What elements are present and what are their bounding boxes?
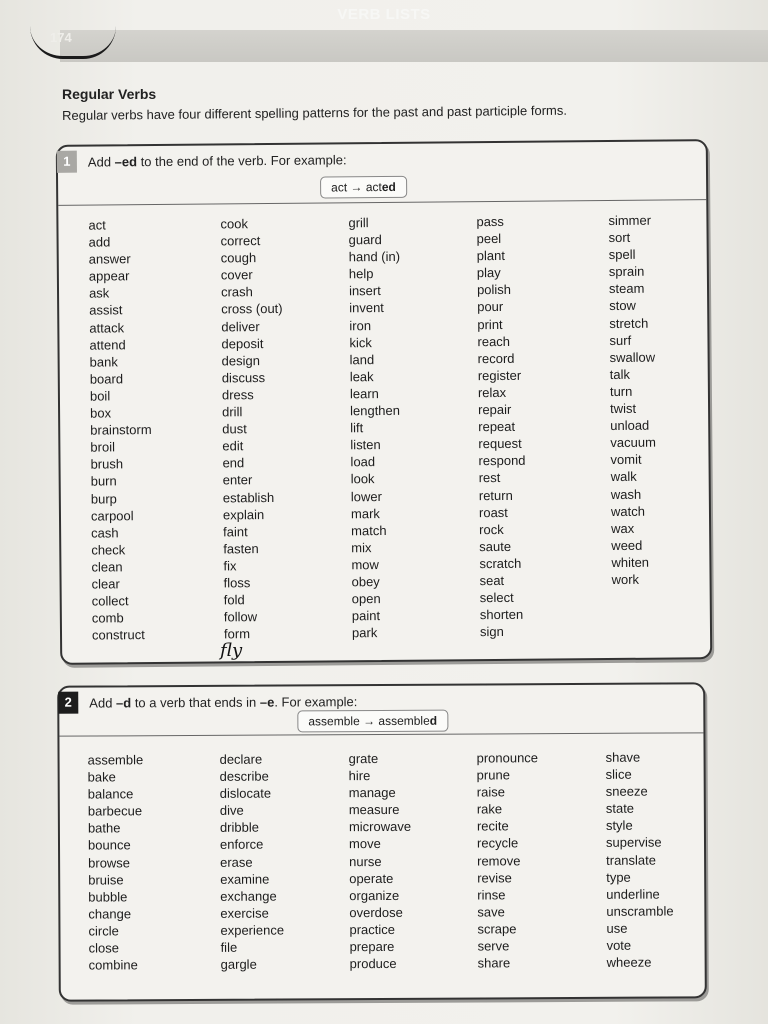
verb-item: bake [87,769,116,785]
verb-item: organize [349,887,400,903]
verb-item: state [605,800,635,817]
verb-item: file [220,939,238,955]
verb-item: balance [87,786,134,802]
rule-box-2-header [59,684,703,736]
verb-item: carpool [90,507,134,524]
verb-item: scratch [479,555,522,572]
verb-item: check [91,542,126,558]
verb-item: examine [220,871,270,887]
verb-item: saute [479,538,512,554]
verb-item: sneeze [605,783,648,800]
verb-item: enter [222,472,253,488]
rule-box-2 [57,682,707,1001]
verb-item: watch [610,503,645,519]
verb-item: operate [349,870,394,886]
verb-item: act [88,217,106,233]
verb-item: construct [91,627,145,643]
verb-item: combine [88,957,138,973]
verb-item: sprain [608,264,645,280]
verb-item: microwave [348,819,412,835]
verb-item: broil [90,439,116,455]
verb-item: rinse [477,887,506,903]
header-band [60,30,768,62]
verb-item: lift [350,420,364,436]
verb-item: steam [608,281,645,297]
verb-item: stretch [609,315,649,331]
verb-item: revise [477,869,512,886]
verb-item: appear [88,268,130,284]
verb-item: register [477,367,522,384]
verb-item: obey [351,574,380,590]
verb-item: correct [220,233,261,249]
verb-item: stow [609,298,636,314]
rule-instruction: Add –d to a verb that ends in –e. For example: [89,694,358,711]
verb-column [608,212,657,588]
verb-item: deposit [221,335,264,352]
verb-item: rake [476,801,503,817]
verb-item: park [351,625,378,641]
verb-item: pronounce [476,750,539,766]
verb-item: dust [222,421,247,437]
rule-instruction: Add –ed to the end of the verb. For example: [87,152,347,170]
verb-item: return [478,487,513,503]
verb-item: bathe [87,820,121,836]
verb-item: wheeze [606,954,652,970]
verb-item: bank [89,354,118,370]
verb-item: end [222,455,245,471]
verb-column [349,750,412,973]
verb-item: experience [220,922,285,938]
verb-item: ask [88,285,110,301]
section-description: Regular verbs have four different spelling patterns for the past and past participle forms. [62,102,568,123]
verb-item: vote [606,937,632,953]
verb-item: request [478,436,522,452]
verb-item: describe [219,768,269,784]
verb-item: enforce [219,837,264,853]
verb-item: dislocate [219,785,272,802]
verb-item: close [88,940,119,956]
verb-item: collect [91,593,129,609]
verb-item: repeat [478,418,516,435]
verb-item: whiten [611,554,650,570]
rule-number-badge: 1 [57,151,77,173]
verb-item: board [89,371,124,387]
verb-item: recite [476,818,509,834]
verb-item: form [223,626,251,642]
verb-item: record [477,350,515,366]
verb-item: save [477,904,505,920]
verb-item: style [605,818,633,834]
verb-item: sign [479,624,504,640]
verb-item: underline [606,886,660,902]
verb-item: practice [349,921,396,938]
verb-item: invent [349,300,384,316]
verb-item: gargle [220,956,257,972]
verb-item: pass [476,213,504,230]
verb-item: drill [222,404,243,420]
verb-item: attack [89,319,125,336]
verb-item: supervise [605,835,662,851]
verb-item: brainstorm [90,422,152,438]
verb-item: grate [348,751,379,767]
verb-item: walk [610,469,637,485]
verb-item: open [351,591,381,607]
verb-item: hire [348,768,371,784]
verb-item: weed [611,537,643,553]
verb-item: deliver [221,318,260,334]
verb-item: explain [222,506,265,523]
verb-item: repair [478,401,512,418]
verb-column [88,751,145,974]
verb-item: dress [221,387,254,403]
verb-item: erase [220,854,253,870]
verb-item: assemble [87,752,144,768]
verb-column [88,216,153,644]
section-title: Regular Verbs [62,86,157,102]
verb-item: seat [479,572,505,589]
verb-column [220,751,285,974]
verb-item: twist [610,400,637,417]
verb-column [476,213,527,641]
verb-item: land [349,351,375,368]
verb-item: cash [91,525,119,541]
verb-item: rest [478,470,501,486]
example-pill: assemble → assembled [297,710,448,733]
verb-item: peel [476,231,502,247]
verb-item: cough [220,250,257,266]
verb-item: surf [609,332,632,348]
verb-columns [87,748,694,973]
verb-column [477,749,540,972]
verb-item: box [90,405,112,421]
verb-item: cross (out) [221,301,283,317]
verb-item: iron [349,317,372,333]
verb-item: translate [606,852,657,868]
verb-item: talk [609,366,631,382]
verb-column [220,215,285,643]
verb-item: respond [478,453,526,469]
verb-item: move [348,836,381,852]
verb-item: browse [88,854,131,871]
page-header-title: VERB LISTS [337,6,431,23]
verb-item: nurse [349,853,382,869]
verb-item: share [477,955,511,971]
verb-columns [86,211,696,643]
verb-item: unscramble [606,903,674,919]
verb-item: type [606,869,631,885]
verb-item: load [350,454,376,470]
verb-item: design [221,352,261,369]
verb-item: raise [476,784,505,800]
verb-item: look [350,471,375,487]
verb-item: add [88,234,111,250]
verb-item: brush [90,456,124,472]
verb-item: bounce [87,837,131,854]
verb-item: hand (in) [348,249,401,265]
verb-item: exercise [220,905,269,921]
verb-item: slice [605,766,632,782]
verb-item: serve [477,938,510,954]
verb-item: follow [223,609,258,625]
verb-item: crash [220,284,253,300]
verb-item: clear [91,576,120,592]
verb-item: learn [349,385,379,402]
rule-box-1-header [58,141,706,206]
verb-item: plant [476,248,505,264]
verb-item: spell [608,246,636,263]
verb-item: unload [610,417,650,434]
verb-item: mow [351,556,379,573]
verb-item: floss [223,575,251,591]
verb-item: prune [476,767,510,783]
verb-item: assist [89,302,123,319]
verb-item: burn [90,473,117,489]
verb-item: polish [476,282,512,298]
verb-item: kick [349,334,372,350]
verb-item: clean [91,559,123,575]
verb-item: edit [222,438,244,454]
verb-item: cover [220,267,253,283]
verb-item: fold [223,592,245,608]
verb-item: mix [351,539,372,556]
verb-item: pour [477,299,504,315]
verb-item: swallow [609,349,656,365]
verb-item: turn [609,383,633,399]
verb-item: work [611,571,640,587]
verb-item: comb [91,610,124,626]
verb-item: boil [89,388,111,404]
verb-item: sort [608,229,631,246]
verb-item: fasten [223,540,259,557]
verb-column [606,748,674,971]
verb-item: discuss [221,369,266,386]
verb-item: exchange [220,888,277,904]
verb-item: reach [477,333,511,349]
verb-item: declare [219,751,263,767]
verb-item: wax [611,520,635,536]
verb-item: use [606,920,628,936]
verb-item: lower [350,488,382,504]
verb-item: attend [89,336,126,353]
verb-item: play [476,265,501,281]
verb-column [348,214,403,642]
verb-item: establish [222,489,275,505]
verb-item: answer [88,251,131,267]
verb-item: overdose [349,904,403,921]
verb-item: vacuum [610,434,656,451]
verb-item: help [348,266,374,282]
verb-item: fix [223,558,237,574]
verb-item: change [88,906,132,922]
verb-item: match [351,522,387,538]
verb-item: grill [348,215,369,231]
verb-item: circle [88,923,119,939]
verb-item: burp [90,490,117,507]
verb-item: leak [349,368,374,385]
verb-item: measure [348,802,400,818]
verb-item: bruise [88,872,124,888]
verb-item: print [477,316,503,332]
verb-item: select [479,589,514,606]
rule-number-badge: 2 [58,692,78,714]
verb-item: wash [610,486,642,502]
verb-item: recycle [476,835,519,851]
verb-item: produce [349,956,397,972]
verb-item: faint [223,523,248,540]
verb-item: dive [219,803,244,819]
verb-item: barbecue [87,803,143,819]
verb-item: insert [348,283,381,299]
verb-item: mark [350,505,380,521]
verb-item: shave [605,749,641,765]
verb-item: remove [477,852,521,869]
verb-item: paint [351,608,381,624]
verb-item: relax [477,384,507,401]
handwritten-note: fly [220,640,243,661]
verb-item: listen [350,437,381,453]
verb-item: guard [348,232,382,248]
verb-item: simmer [608,212,652,229]
verb-item: manage [348,785,396,801]
verb-item: shorten [479,606,524,623]
verb-item: rock [479,521,504,537]
example-pill: act → acted [320,176,407,199]
verb-item: dribble [219,820,259,836]
verb-item: vomit [610,452,642,468]
verb-item: roast [478,504,508,520]
verb-item: lengthen [350,402,401,419]
page-number: 174 [50,30,72,45]
verb-item: cook [220,216,248,232]
verb-item: prepare [349,938,395,955]
rule-box-1 [56,139,713,665]
verb-item: scrape [477,921,517,937]
verb-item: bubble [88,889,128,905]
